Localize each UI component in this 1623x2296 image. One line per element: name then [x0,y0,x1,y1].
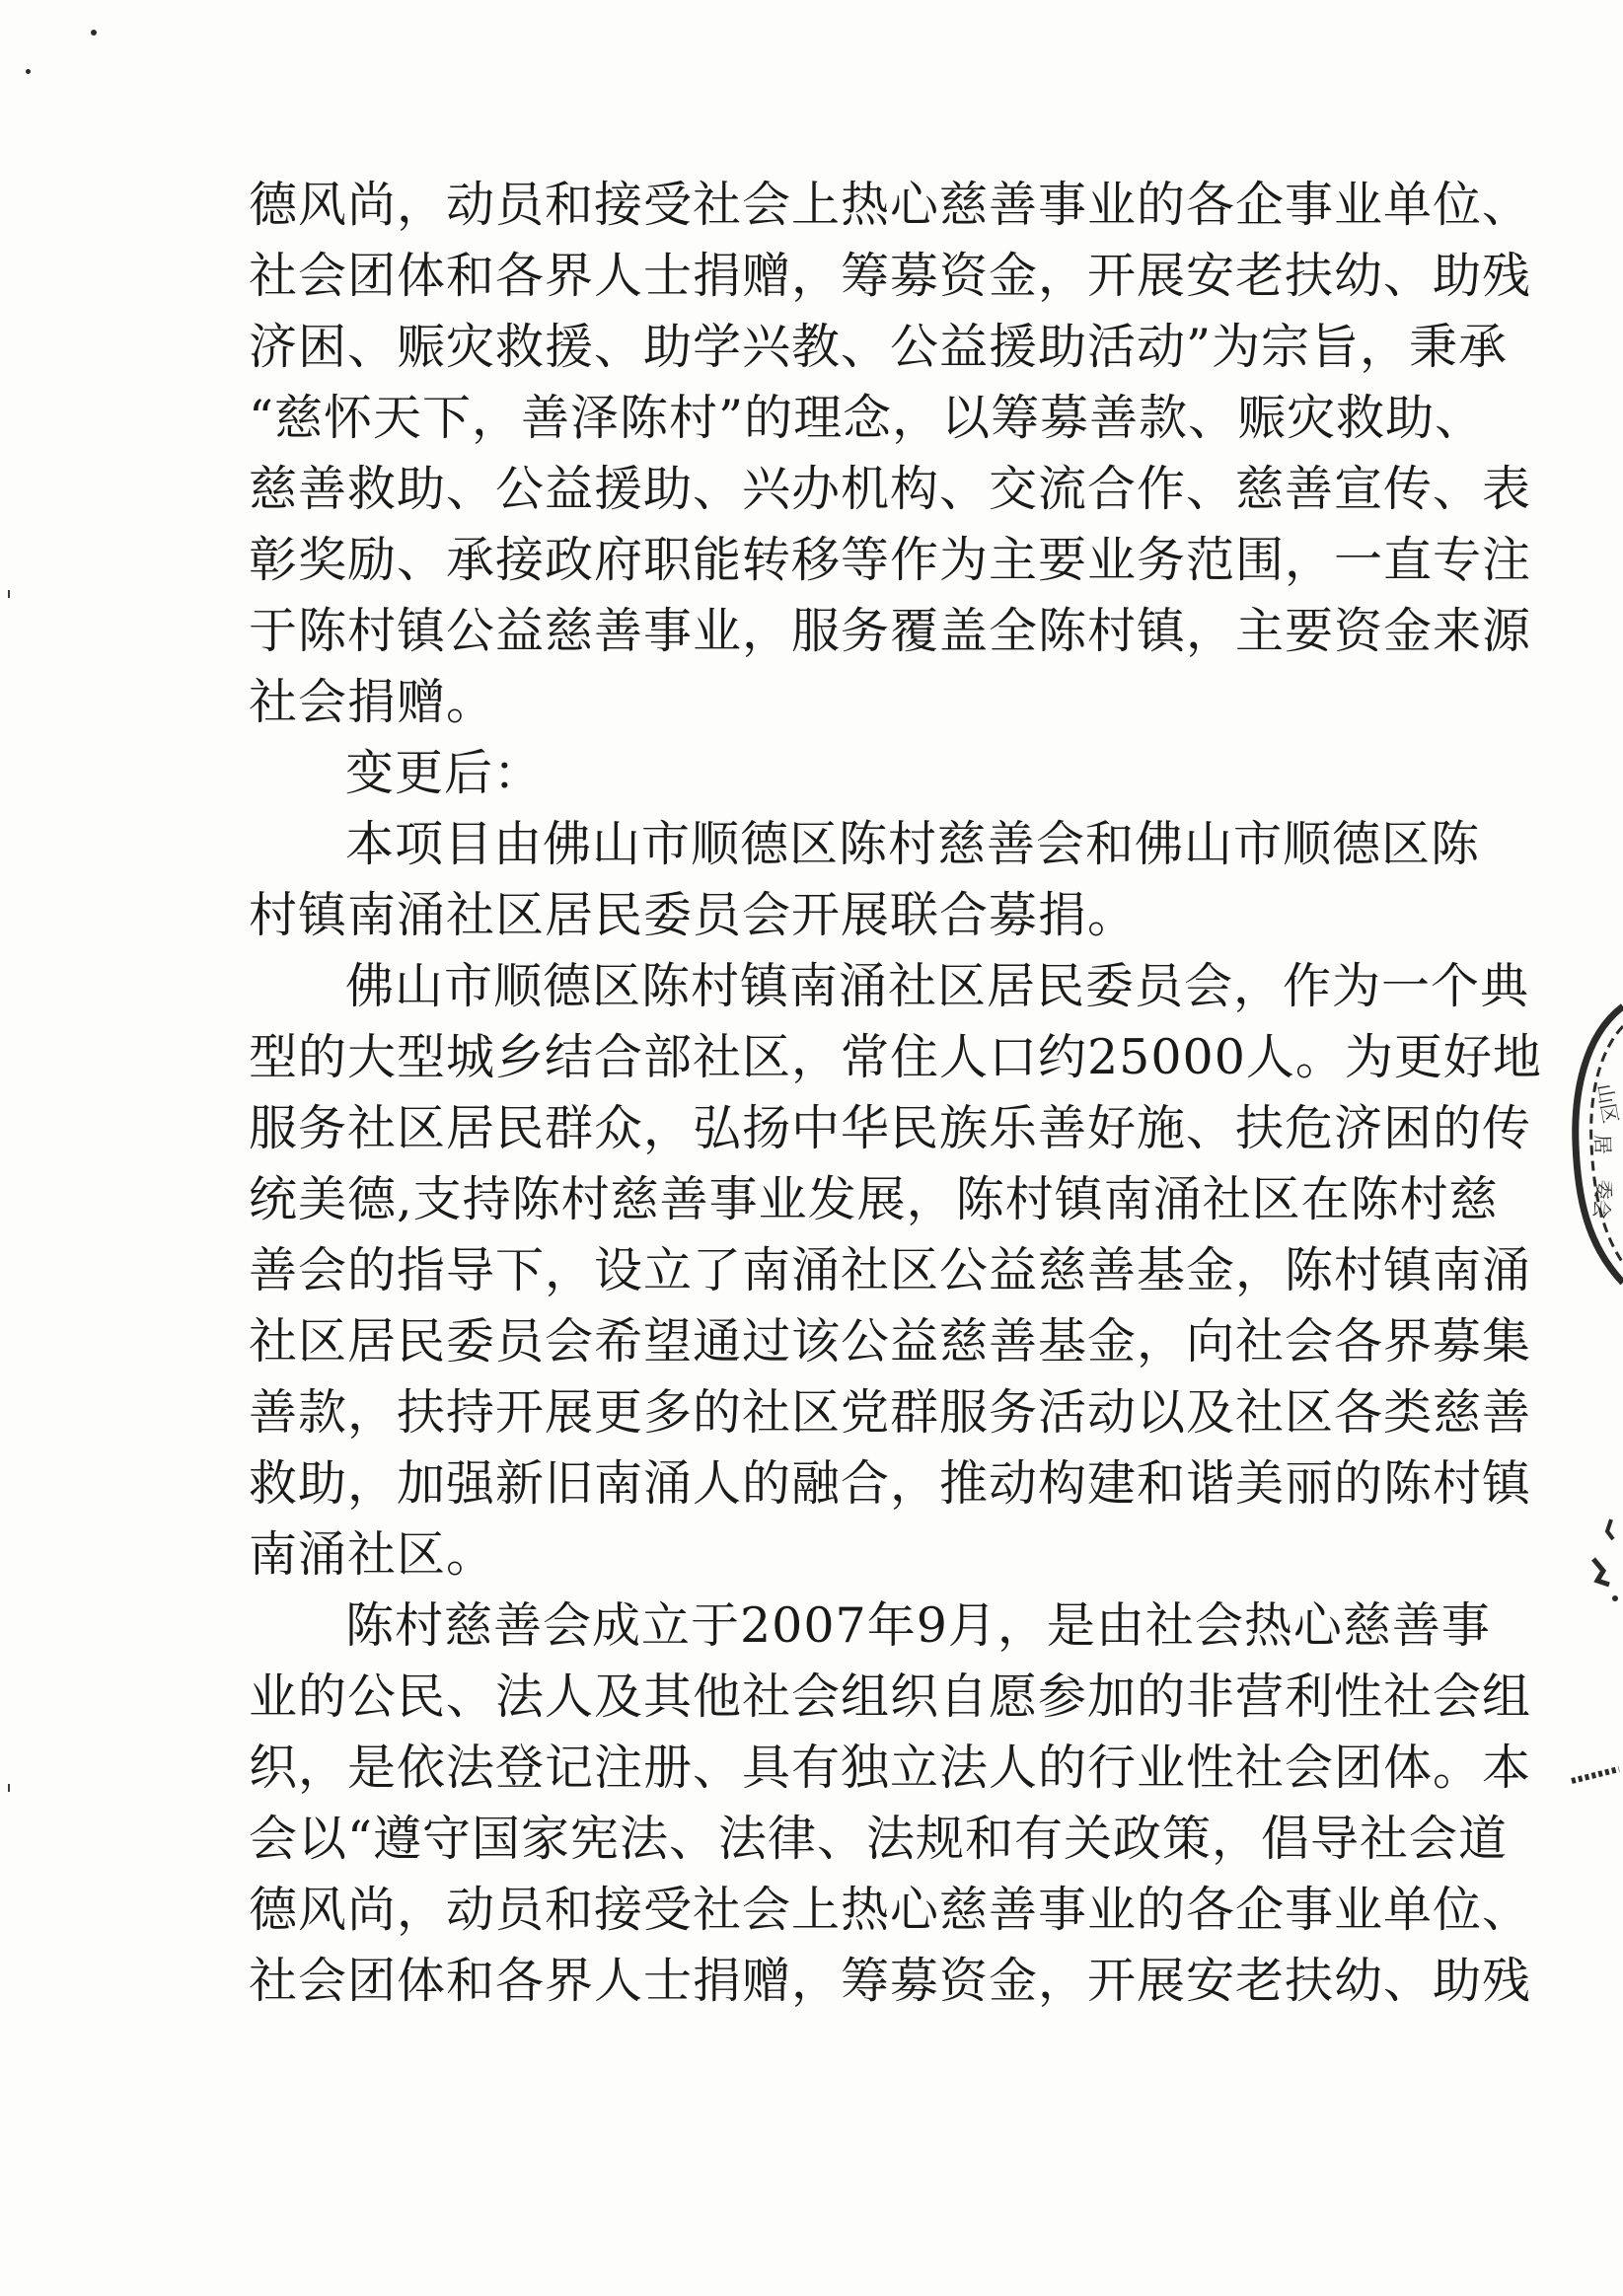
document-body [249,170,1542,2017]
text-line: 德风尚，动员和接受社会上热心慈善事业的各企事业单位、 [249,1882,1532,1938]
seal-fragment [1564,997,1623,1293]
text-line: 社会团体和各界人士捐赠，筹募资金，开展安老扶幼、助残 [249,248,1532,304]
text-line: 济困、赈灾救援、助学兴教、公益援助活动”为宗旨，秉承 [249,319,1509,375]
text-line: 社会团体和各界人士捐赠，筹募资金，开展安老扶幼、助残 [249,1953,1532,2009]
text-line: “慈怀天下，善泽陈村”的理念，以筹募善款、赈灾救助、 [249,390,1485,446]
seal-fragment-lower-graphic [1564,1510,1623,1618]
text-line: 于陈村镇公益慈善事业，服务覆盖全陈村镇，主要资金来源 [249,603,1532,659]
scan-speck [91,30,97,36]
seal-fragment-bottom-graphic [1564,1751,1623,1801]
svg-text:山区: 山区 [1592,1081,1623,1126]
text-line: 南涌社区。 [249,1526,496,1583]
text-line: 彰奖励、承接政府职能转移等作为主要业务范围，一直专注 [249,532,1532,588]
margin-mark [8,1784,10,1792]
text-line: 善款，扶持开展更多的社区党群服务活动以及社区各类慈善 [249,1384,1532,1441]
text-line: 社会捐赠。 [249,674,496,730]
text-line: 德风尚，动员和接受社会上热心慈善事业的各企事业单位、 [249,177,1532,233]
text-line: 型的大型城乡结合部社区，常住人口约25000人。为更好地 [249,1029,1542,1085]
text-line: 业的公民、法人及其他社会组织自愿参加的非营利性社会组 [249,1668,1532,1725]
paragraph-project-intro [249,809,1481,951]
section-heading: 变更后： [345,745,544,801]
text-line: 救助，加强新旧南涌人的融合，推动构建和谐美丽的陈村镇 [249,1455,1532,1512]
svg-text:委会: 委会 [1588,1178,1616,1221]
seal-fragment-lower [1564,1510,1623,1618]
seal-fragment-graphic [1564,997,1623,1293]
text-line: 本项目由佛山市顺德区陈村慈善会和佛山市顺德区陈 [345,816,1481,872]
paragraph-community [249,951,1542,1591]
text-line: 织，是依法登记注册、具有独立法人的行业性社会团体。本 [249,1740,1532,1796]
paragraph-continued [249,170,1532,738]
text-line: 统美德,支持陈村慈善事业发展，陈村镇南涌社区在陈村慈 [249,1171,1499,1227]
text-line: 佛山市顺德区陈村镇南涌社区居民委员会，作为一个典 [345,958,1530,1014]
text-line: 善会的指导下，设立了南涌社区公益慈善基金，陈村镇南涌 [249,1242,1532,1298]
margin-mark [8,590,10,598]
paragraph-change-heading [249,738,1373,809]
svg-text:居: 居 [1590,1134,1615,1155]
text-line: 会以“遵守国家宪法、法律、法规和有关政策，倡导社会道 [249,1811,1509,1867]
text-line: 慈善救助、公益援助、兴办机构、交流合作、慈善宣传、表 [249,461,1532,517]
text-line: 陈村慈善会成立于2007年9月，是由社会热心慈善事 [345,1597,1491,1654]
text-line: 社区居民委员会希望通过该公益慈善基金，向社会各界募集 [249,1313,1532,1370]
text-line: 服务社区居民群众，弘扬中华民族乐善好施、扶危济困的传 [249,1100,1532,1156]
seal-fragment-bottom [1564,1751,1623,1801]
scan-speck [26,69,31,74]
paragraph-charity-association [249,1591,1532,2017]
text-line: 村镇南涌社区居民委员会开展联合募捐。 [249,887,1138,943]
